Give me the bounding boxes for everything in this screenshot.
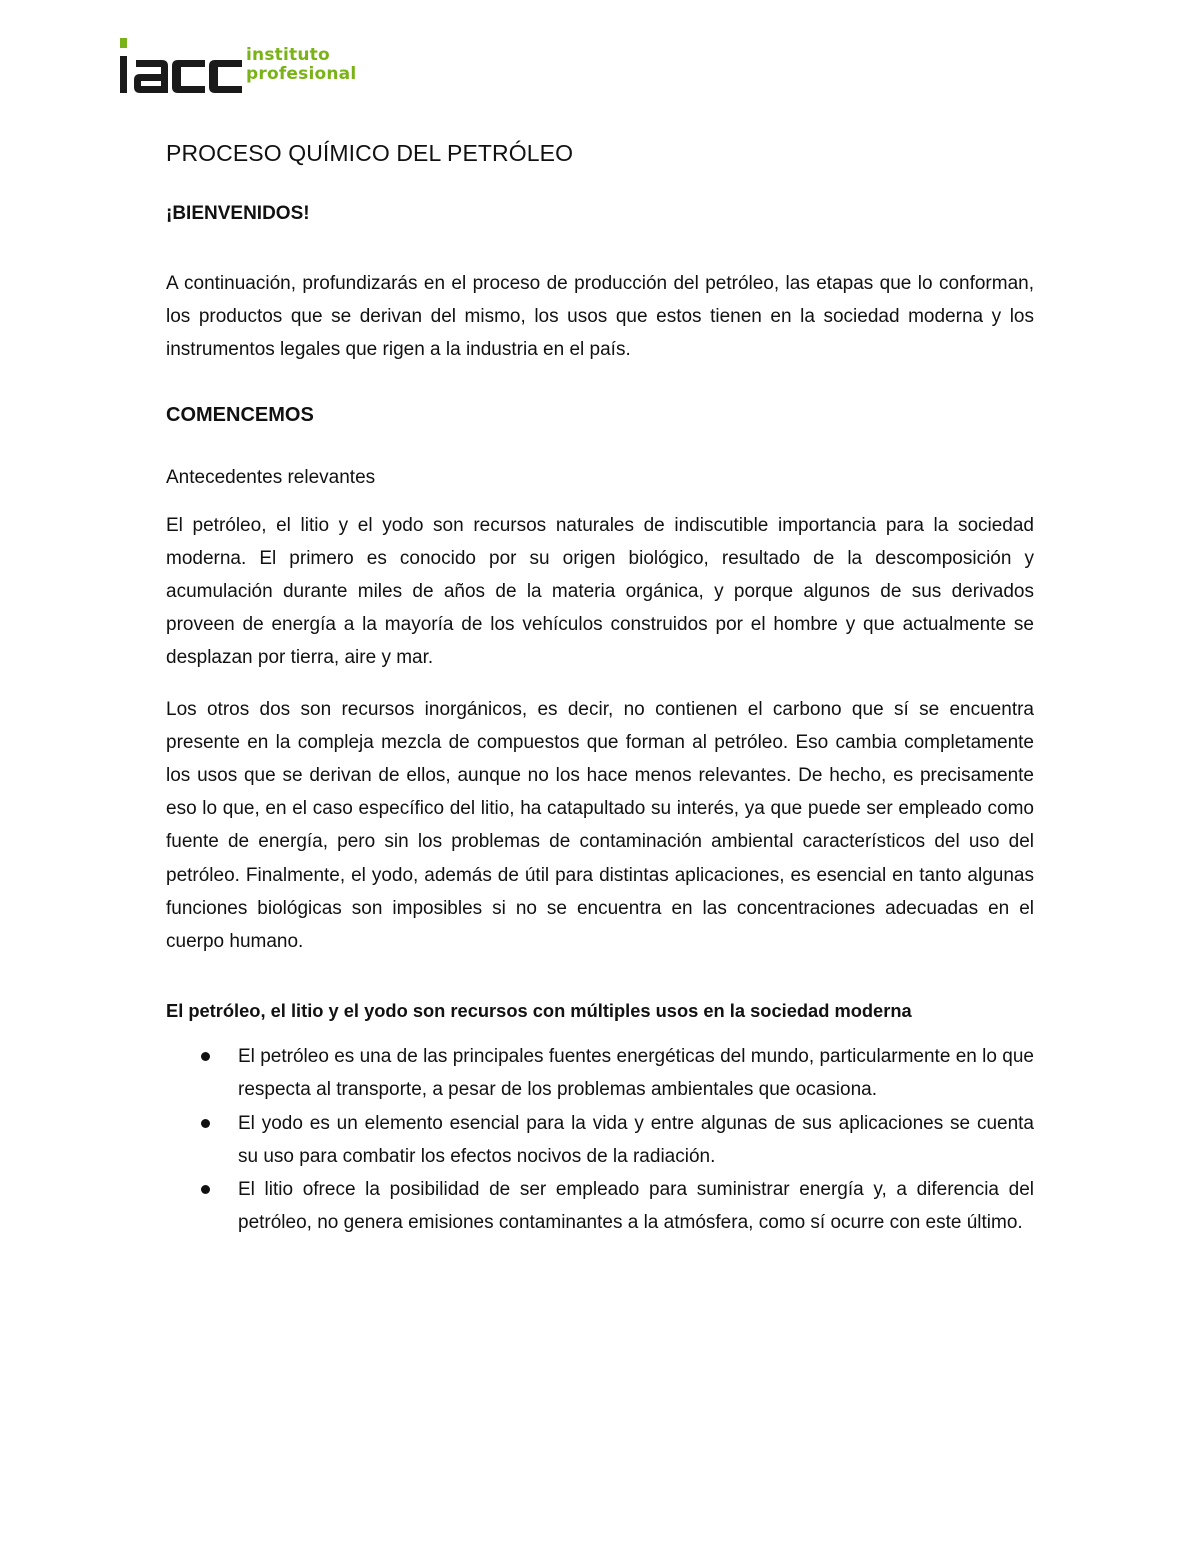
list-item-text: El yodo es un elemento esencial para la vida y entre algunas de sus aplicaciones se cuenta su uso para combatir los efectos nocivos de la radiación. — [238, 1112, 1034, 1167]
bullet-icon — [201, 1119, 210, 1128]
intro-paragraph: A continuación, profundizarás en el proceso de producción del petróleo, las etapas que lo conforman, los productos que se derivan del mismo, los usos que estos tienen en la sociedad moderna y los instrumentos legales que rigen a la industria en el país. — [166, 273, 1034, 361]
paragraph-1: El petróleo, el litio y el yodo son recursos naturales de indiscutible importancia para la sociedad moderna. El primero es conocido por su origen biológico, resultado de la descomposición y acumulación durante miles de años de la materia orgánica, y porque algunos de sus derivados proveen de energía a la mayoría de los vehículos construidos por el hombre y que actualmente se desplazan por tierra, aire y mar. — [166, 514, 1034, 669]
document-title: PROCESO QUÍMICO DEL PETRÓLEO — [166, 140, 574, 166]
section-heading: COMENCEMOS — [166, 403, 314, 426]
list-item — [166, 1107, 1034, 1173]
bullet-list — [166, 1040, 1034, 1239]
document-body — [166, 140, 1034, 1239]
paragraph-2: Los otros dos son recursos inorgánicos, es decir, no contienen el carbono que sí se encuentra presente en la compleja mezcla de compuestos que forman al petróleo. Eso cambia completamente los usos que se derivan de ellos, aunque no los hace menos relevantes. De hecho, es precisamente eso lo que, en el caso específico del litio, ha catapultado su interés, ya que puede ser empleado como fuente de energía, pero sin los problemas de contaminación ambiental característicos del uso del petróleo. Finalmente, el yodo, además de útil para distintas aplicaciones, es esencial en tanto algunas funciones biológicas son imposibles si no se encuentra en las concentraciones adecuadas en el cuerpo humano. — [166, 698, 1034, 953]
list-item — [166, 1040, 1034, 1106]
subheading-antecedentes: Antecedentes relevantes — [166, 466, 376, 488]
list-item-text: El petróleo es una de las principales fuentes energéticas del mundo, particularmente en lo que respecta al transporte, a pesar de los problemas ambientales que ocasiona. — [238, 1046, 1034, 1101]
logo-tagline — [246, 46, 356, 84]
list-item — [166, 1173, 1034, 1239]
logo-line-profesional: profesional — [246, 64, 357, 84]
iacc-logo — [118, 36, 368, 98]
iacc-logo-mark — [118, 36, 244, 98]
list-item-text: El litio ofrece la posibilidad de ser empleado para suministrar energía y, a diferencia del petróleo, no genera emisiones contaminantes a la atmósfera, como sí ocurre con este último. — [238, 1179, 1034, 1234]
logo-line-instituto: instituto — [246, 45, 330, 65]
bold-subheading: El petróleo, el litio y el yodo son recursos con múltiples usos en la sociedad moderna — [166, 1000, 912, 1022]
bullet-icon — [201, 1185, 210, 1194]
welcome-heading: ¡BIENVENIDOS! — [166, 203, 310, 224]
bullet-icon — [201, 1052, 210, 1061]
